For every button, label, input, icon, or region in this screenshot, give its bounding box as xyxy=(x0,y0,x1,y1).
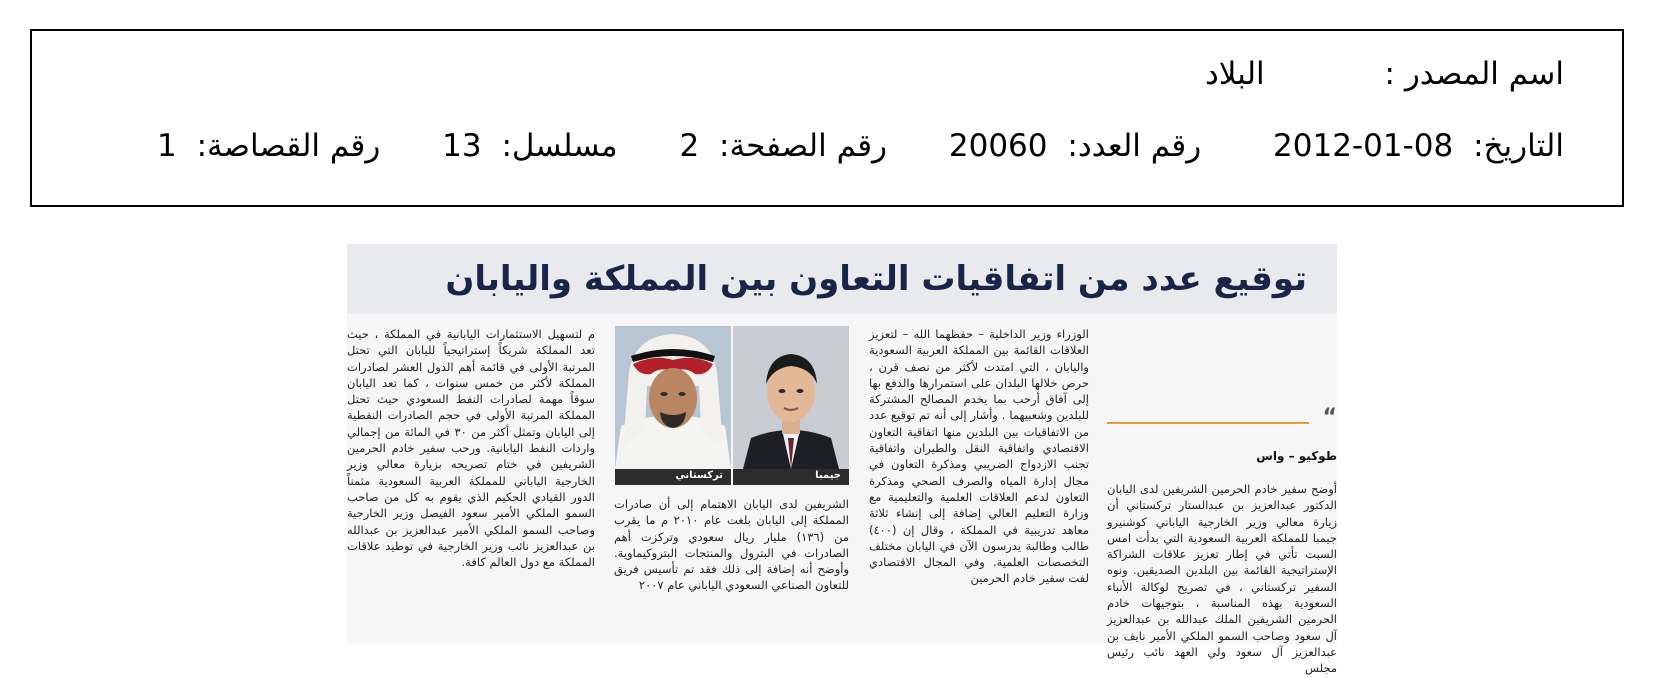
source-label: اسم المصدر : xyxy=(1384,56,1564,92)
dateline: طوكيو – واس xyxy=(1256,449,1337,463)
serial-label: مسلسل: xyxy=(501,128,618,164)
column-text: الوزراء وزير الداخلية – حفظهما الله – لتعزيز العلاقات القائمة بين المملكة العربية السعودية واليابان ، التي امتدت لأكثر من نصف قرن ، حرص خلالها البلدان على استمرارها والدفع بها إلى آفاق أرحب بما يخدم المصالح المشتركة للبلدين وشعبيهما . وأشار إلى أنه تم توقيع عدد من الاتفاقيات بين البلدين منها اتفاقية التعاون الاقتصادي واتفاقية النقل والطيران واتفاقية تجنب الازدواج الضريبي ومذكرة التعاون في مجال إدارة المياه والصرف الصحي ومذكرة التعاون لدعم العلاقات العلمية والتعليمية مع وزارة التعليم العالي إضافة إلى إنشاء ثلاثة معاهد تدريبية في المملكة ، وقال إن (٤٠٠) طالب وطالبة يدرسون الآن في اليابان مختلف التخصصات العلمية. وفي المجال الاقتصادي لفت سفير خادم الحرمين xyxy=(869,327,1089,586)
serial-value: 13 xyxy=(442,128,482,164)
clipping-metadata-box xyxy=(30,29,1624,207)
page-label: رقم الصفحة: xyxy=(719,128,888,164)
column-text: أوضح سفير خادم الحرمين الشريفين لدى اليابان الدكتور عبدالعزيز بن عبدالستار تركستاني أن زيارة معالي وزير الخارجية الياباني كوشنيرو جيمبا للمملكة العربية السعودية التي بدأت امس السبت تأتي في إطار تعزيز علاقات الشراكة الإستراتيجية القائمة بين البلدين الصديقين. ونوه السفير تركستاني ، في تصريح لوكالة الأنباء السعودية بهذه المناسبة ، بتوجيهات خادم الحرمين الشريفين الملك عبدالله بن عبدالعزيز آل سعود وصاحب السمو الملكي الأمير نايف بن عبدالعزيز آل سعود ولي العهد نائب رئيس مجلس xyxy=(1107,482,1337,676)
portrait-photo-turkistani xyxy=(615,326,731,469)
source-value: البلاد xyxy=(1204,56,1265,92)
clip-number-value: 1 xyxy=(156,128,177,164)
column-text: م لتسهيل الاستثمارات اليابانية في المملكة ، حيث تعد المملكة شريكاً إستراتيجياً لليابان التي تحتل المرتبة الأولى في قائمة أهم الدول العشر لصادرات المملكة لأكثر من خمس سنوات ، كما تعد اليابان سوقاً مهمة لصادرات النفط السعودي حيث تحتل المملكة المرتبة الأولى في حجم الصادرات النفطية إلى اليابان وتمثل أكثر من ٣٠ في المائة من إجمالي واردات النفط اليابانية. ورحب سفير خادم الحرمين الشريفين في ختام تصريحه بزيارة معالي وزير الخارجية الياباني للمملكة العربية السعودية مثمناً الدور القيادي الحكيم الذي يقوم به كل من صاحب السمو الملكي الأمير سعود الفيصل وزير الخارجية وصاحب السمو الملكي الأمير عبدالعزيز بن عبدالله بن عبدالعزيز نائب وزير الخارجية في توطيد علاقات المملكة مع دول العالم كافة. xyxy=(347,327,595,570)
clip-number-label: رقم القصاصة: xyxy=(196,128,381,164)
portrait-gemba-image xyxy=(733,326,849,469)
portrait-turkistani-image xyxy=(615,326,731,469)
photo-caption: تركستاني xyxy=(615,469,731,485)
article-column-4 xyxy=(347,326,595,570)
issue-label: رقم العدد: xyxy=(1067,128,1202,164)
column-text: الشريفين لدى اليابان الاهتمام إلى أن صادرات المملكة إلى اليابان بلغت عام ٢٠١٠ م ما يقرب من (١٣٦) مليار ريال سعودي وتركزت أهم الصادرات في البترول والمنتجات البتروكيماوية. وأوضح أنه إضافة إلى ذلك فقد تم تأسيس فريق للتعاون الصناعي السعودي الياباني عام ٢٠٠٧ xyxy=(614,497,849,593)
accent-rule xyxy=(1107,422,1309,424)
article-column-2 xyxy=(869,326,1089,587)
quote-mark: “ xyxy=(1322,405,1337,430)
details-row xyxy=(157,128,1564,164)
photo-caption: جيمبا xyxy=(733,469,849,485)
date-value: 2012-01-08 xyxy=(1273,128,1454,164)
article-headline: توقيع عدد من اتفاقيات التعاون بين المملكة واليابان xyxy=(347,244,1337,314)
source-row xyxy=(1205,56,1564,92)
date-label: التاريخ: xyxy=(1473,128,1564,164)
newspaper-clipping xyxy=(347,244,1337,676)
portrait-photo-gemba xyxy=(733,326,849,469)
page-value: 2 xyxy=(679,128,700,164)
issue-value: 20060 xyxy=(948,128,1048,164)
